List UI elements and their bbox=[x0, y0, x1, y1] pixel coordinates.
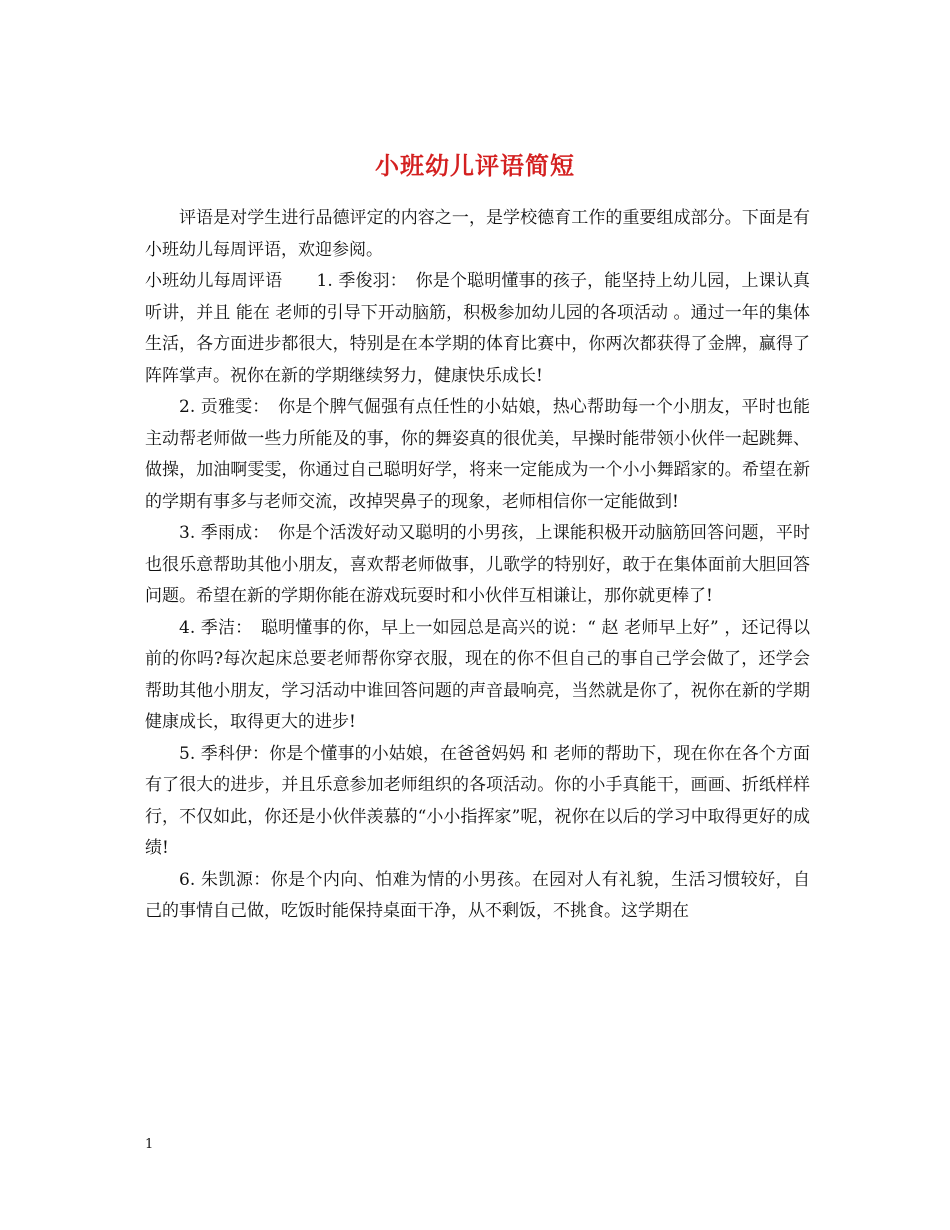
document-title: 小班幼儿评语简短 bbox=[375, 151, 575, 181]
comment-paragraph-2: 2. 贡雅雯： 你是个脾气倔强有点任性的小姑娘，热心帮助每一个小朋友，平时也能主动帮老师做一些力所能及的事，你的舞姿真的很优美，早操时能带领小伙伴一起跳舞、做操，加油啊雯雯，你通过自己聪明好学，将来一定能成为一个小小舞蹈家的。希望在新的学期有事多与老师交流，改掉哭鼻子的现象，老师相信你一定能做到! bbox=[145, 397, 810, 512]
comment-paragraph-3: 3. 季雨成： 你是个活泼好动又聪明的小男孩，上课能积极开动脑筋回答问题，平时也很乐意帮助其他小朋友，喜欢帮老师做事，儿歌学的特别好，敢于在集体面前大胆回答问题。希望在新的学期你能在游戏玩耍时和小伙伴互相谦让，那你就更棒了! bbox=[145, 523, 810, 606]
intro-paragraph: 评语是对学生进行品德评定的内容之一，是学校德育工作的重要组成部分。下面是有小班幼儿每周评语，欢迎参阅。 bbox=[145, 208, 810, 260]
comment-paragraph-4: 4. 季洁： 聪明懂事的你，早上一如园总是高兴的说：“ 赵 老师早上好” ，还记得以前的你吗?每次起床总要老师帮你穿衣服，现在的你不但自己的事自己学会做了，还学会帮助其他小朋友，学习活动中谁回答问题的声音最响亮，当然就是你了，祝你在新的学期健康成长，取得更大的进步! bbox=[145, 617, 810, 732]
comment-paragraph-1: 小班幼儿每周评语 1. 季俊羽： 你是个聪明懂事的孩子，能坚持上幼儿园，上课认真听讲，并且 能在 老师的引导下开动脑筋，积极参加幼儿园的各项活动 。通过一年的集体生活，各方面进步都很大，特别是在本学期的体育比赛中，你两次都获得了金牌，赢得了阵阵掌声。祝你在新的学期继续努力，健康快乐成长! bbox=[145, 271, 810, 386]
page-number: 1 bbox=[145, 1137, 154, 1152]
document-body bbox=[145, 203, 810, 928]
comment-paragraph-5: 5. 季科伊：你是个懂事的小姑娘，在爸爸妈妈 和 老师的帮助下，现在你在各个方面有了很大的进步，并且乐意参加老师组织的各项活动。你的小手真能干，画画、折纸样样行，不仅如此，你还是小伙伴羡慕的“小小指挥家”呢，祝你在以后的学习中取得更好的成绩! bbox=[145, 743, 810, 858]
comment-paragraph-6: 6. 朱凯源：你是个内向、怕难为情的小男孩。在园对人有礼貌，生活习惯较好，自己的事情自己做，吃饭时能保持桌面干净，从不剩饭，不挑食。这学期在 bbox=[145, 869, 810, 921]
